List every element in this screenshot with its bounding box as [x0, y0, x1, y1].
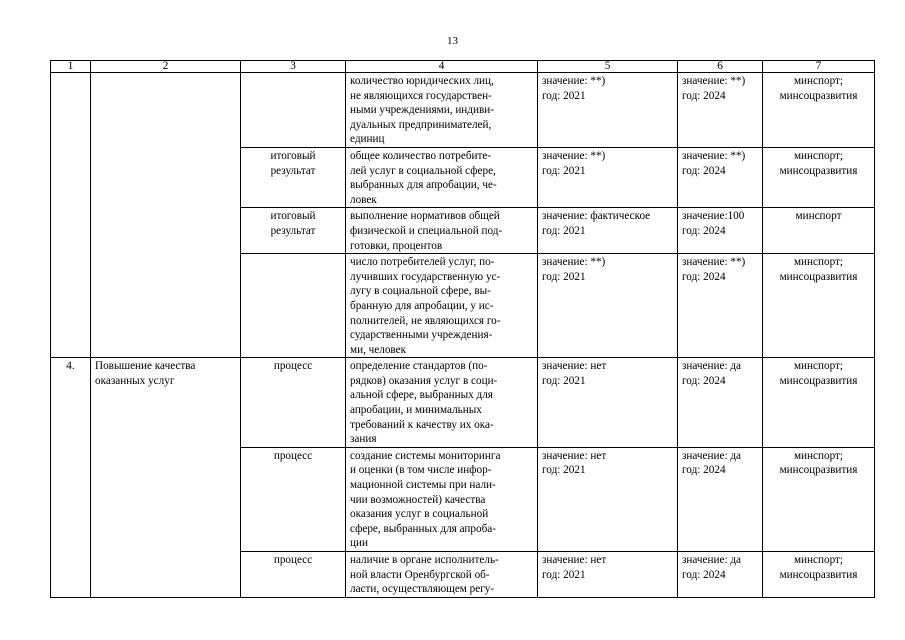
target-value-cell: значение: да год: 2024 [678, 552, 763, 598]
base-value-cell: значение: фактическое год: 2021 [538, 208, 678, 254]
indicators-table [50, 60, 875, 598]
column-header: 1 [51, 61, 91, 73]
target-value-cell: значение:100 год: 2024 [678, 208, 763, 254]
column-header: 4 [346, 61, 538, 73]
base-value-cell: значение: нет год: 2021 [538, 447, 678, 551]
indicator-type-cell [241, 254, 346, 358]
target-value-cell: значение: да год: 2024 [678, 447, 763, 551]
responsible-cell: минспорт; минсоцразвития [763, 147, 875, 207]
responsible-cell: минспорт; минсоцразвития [763, 552, 875, 598]
responsible-cell: минспорт; минсоцразвития [763, 73, 875, 148]
indicator-type-cell: процесс [241, 358, 346, 448]
indicator-type-cell: процесс [241, 552, 346, 598]
indicator-cell: создание системы мониторинга и оценки (в том числе инфор- мационной системы при нали- чии возможностей) качества оказания услуг в социальной сфере, выбранных для апроба- ции [346, 447, 538, 551]
table-row [51, 73, 875, 148]
task-name-cell: Повышение качества оказанных услуг [91, 358, 241, 598]
indicator-type-cell: процесс [241, 447, 346, 551]
base-value-cell: значение: **) год: 2021 [538, 254, 678, 358]
indicator-type-cell: итоговый результат [241, 208, 346, 254]
target-value-cell: значение: **) год: 2024 [678, 254, 763, 358]
indicator-cell: количество юридических лиц, не являющихся государствен- ными учреждениями, индиви- дуальных предпринимателей, единиц [346, 73, 538, 148]
page-number: 13 [447, 35, 458, 47]
indicator-cell: число потребителей услуг, по- лучивших государственную ус- лугу в социальной сфере, вы- бранную для апробации, у ис- полнителей, не являющихся го- сударственными учреждения- ми, человек [346, 254, 538, 358]
column-header: 7 [763, 61, 875, 73]
table-row [51, 358, 875, 448]
indicator-cell: выполнение нормативов общей физической и специальной под- готовки, процентов [346, 208, 538, 254]
row-number-cell: 4. [51, 358, 91, 598]
responsible-cell: минспорт; минсоцразвития [763, 447, 875, 551]
column-header: 6 [678, 61, 763, 73]
base-value-cell: значение: **) год: 2021 [538, 147, 678, 207]
indicator-type-cell: итоговый результат [241, 147, 346, 207]
base-value-cell: значение: нет год: 2021 [538, 358, 678, 448]
base-value-cell: значение: нет год: 2021 [538, 552, 678, 598]
responsible-cell: минспорт; минсоцразвития [763, 358, 875, 448]
column-header: 3 [241, 61, 346, 73]
indicator-cell: общее количество потребите- лей услуг в социальной сфере, выбранных для апробации, че- ловек [346, 147, 538, 207]
table-header-row [51, 61, 875, 73]
responsible-cell: минспорт [763, 208, 875, 254]
indicator-cell: определение стандартов (по- рядков) оказания услуг в соци- альной сфере, выбранных для апробации, и минимальных требований к качеству их ока- зания [346, 358, 538, 448]
target-value-cell: значение: **) год: 2024 [678, 147, 763, 207]
row-number-cell [51, 73, 91, 358]
task-name-cell [91, 73, 241, 358]
responsible-cell: минспорт; минсоцразвития [763, 254, 875, 358]
indicator-cell: наличие в органе исполнитель- ной власти Оренбургской об- ласти, осуществляющем регу- [346, 552, 538, 598]
indicator-type-cell [241, 73, 346, 148]
column-header: 5 [538, 61, 678, 73]
base-value-cell: значение: **) год: 2021 [538, 73, 678, 148]
target-value-cell: значение: **) год: 2024 [678, 73, 763, 148]
column-header: 2 [91, 61, 241, 73]
target-value-cell: значение: да год: 2024 [678, 358, 763, 448]
